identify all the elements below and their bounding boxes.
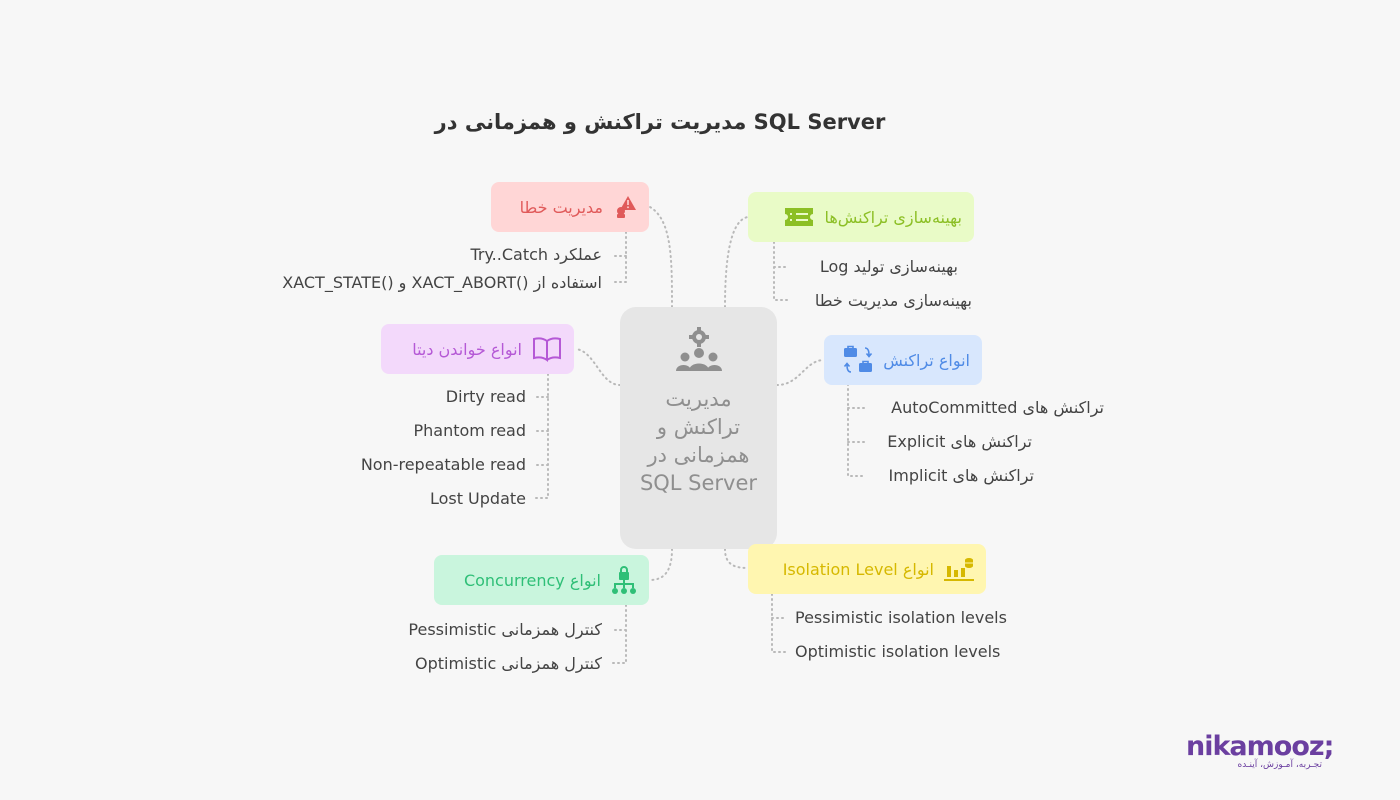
transaction-types-label: انواع تراکنش	[883, 350, 970, 370]
center-label: مدیریت تراکنش و همزمانی در SQL Server	[639, 387, 758, 495]
lock-network-icon	[611, 566, 637, 594]
error-handling-node	[491, 182, 649, 232]
swap-briefcase-icon	[843, 345, 873, 375]
optimization-item-1: بهینه‌سازی تولید Log	[819, 257, 958, 276]
read-item-3: Non-repeatable read	[360, 455, 526, 474]
read-item-1: Dirty read	[445, 387, 526, 406]
concurrency-item-1: کنترل همزمانی Pessimistic	[408, 620, 602, 639]
nikamooz-logo	[1186, 732, 1336, 770]
isolation-node	[748, 544, 986, 594]
isolation-label: انواع Isolation Level	[782, 559, 934, 579]
team-gear-icon	[620, 327, 777, 377]
transaction-item-2: تراکنش های Explicit	[887, 432, 1032, 451]
concurrency-label: انواع Concurrency	[463, 570, 601, 590]
isolation-item-2: Optimistic isolation levels	[795, 642, 1001, 661]
read-types-label: انواع خواندن دیتا	[412, 339, 522, 359]
error-handling-label: مدیریت خطا	[519, 197, 603, 217]
chart-coins-icon	[944, 556, 974, 582]
concurrency-node	[434, 555, 649, 605]
book-icon	[532, 336, 562, 362]
ticket-icon	[784, 207, 814, 227]
warning-icon	[613, 195, 637, 219]
diagram-title: مدیریت تراکنش و همزمانی در SQL Server	[434, 110, 886, 134]
isolation-item-1: Pessimistic isolation levels	[795, 608, 1007, 627]
optimization-item-2: بهینه‌سازی مدیریت خطا	[814, 291, 972, 310]
read-item-2: Phantom read	[413, 421, 526, 440]
read-types-node	[381, 324, 574, 374]
transaction-item-1: تراکنش های AutoCommitted	[891, 398, 1104, 417]
error-item-1: عملکرد Try..Catch	[470, 245, 602, 264]
optimization-node	[748, 192, 974, 242]
transaction-item-3: تراکنش های Implicit	[888, 466, 1034, 485]
optimization-label: بهینه‌سازی تراکنش‌ها	[824, 207, 962, 227]
logo-brand: nikamooz;	[1186, 731, 1334, 762]
read-item-4: Lost Update	[429, 489, 526, 508]
transaction-types-node	[824, 335, 982, 385]
concurrency-item-2: کنترل همزمانی Optimistic	[414, 654, 602, 673]
error-item-2: استفاده از ()XACT_ABORT و ()XACT_STATE	[282, 273, 602, 292]
center-node	[620, 307, 777, 549]
logo-tagline: تجـربه، آمـوزش، آینـده	[1237, 760, 1322, 770]
